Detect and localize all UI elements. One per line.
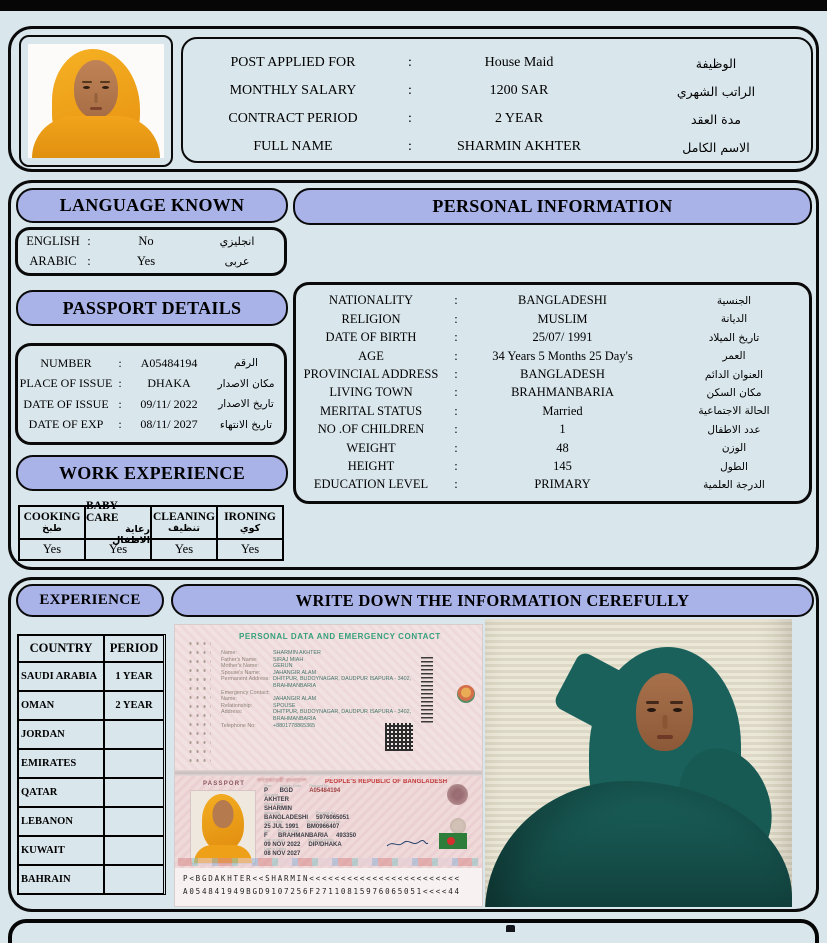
work-column-value: Yes	[19, 539, 85, 560]
scan-field-row: Spouse's Name: JAHANGIR ALAM	[221, 669, 317, 676]
english-header: PEOPLE'S REPUBLIC OF BANGLADESH	[325, 779, 448, 785]
personal-row: LIVING TOWN : BRAHMANBARIA مكان السكن	[296, 385, 809, 400]
field-value: House Maid	[484, 55, 554, 70]
personal-information-title: PERSONAL INFORMATION	[293, 188, 812, 225]
field-label: DATE OF EXP	[28, 417, 104, 432]
field-label-arabic: الحالة الاجتماعية	[698, 405, 770, 418]
scan-field-row: Telephone No: +8801778865365	[221, 722, 316, 729]
field-label: PROVINCIAL ADDRESS	[303, 367, 439, 382]
period-cell	[104, 778, 164, 807]
field-label: NATIONALITY	[328, 293, 413, 308]
field-label: MONTHLY SALARY	[229, 83, 357, 98]
details-section	[8, 180, 819, 570]
personal-row: MERITAL STATUS : Married الحالة الاجتماعية	[296, 404, 809, 419]
field-value: BANGLADESHI	[518, 293, 607, 308]
period-cell	[104, 807, 164, 836]
ghost-photo-watermark	[447, 784, 468, 805]
header-info-box	[181, 37, 813, 163]
field-value: Yes	[136, 253, 156, 268]
experience-title: EXPERIENCE	[16, 584, 164, 617]
personal-row: NATIONALITY : BANGLADESHI الجنسية	[296, 293, 809, 308]
field-label: DATE OF ISSUE	[23, 396, 109, 411]
personal-row: WEIGHT : 48 الوزن	[296, 441, 809, 456]
experience-row	[18, 749, 165, 778]
field-label-arabic: الدرجة العلمية	[703, 478, 765, 491]
language-row: ENGLISH : No انجليزي	[18, 234, 284, 249]
experience-row	[18, 662, 165, 691]
field-label-arabic: تاريخ الانتهاء	[219, 418, 273, 431]
field-value: No	[138, 234, 154, 249]
field-value: 09/11/ 2022	[140, 396, 198, 411]
field-label-arabic: العمر	[722, 350, 746, 363]
passport-details-box	[15, 343, 287, 445]
scan-field-row: Name: JAHANGIR ALAM	[221, 696, 317, 703]
field-value: Married	[542, 403, 583, 418]
field-value: 48	[556, 440, 569, 455]
personal-row: AGE : 34 Years 5 Months 25 Day's العمر	[296, 349, 809, 364]
field-label: AGE	[358, 348, 384, 363]
period-cell	[104, 720, 164, 749]
personal-row: RELIGION : MUSLIM الديانة	[296, 312, 809, 327]
field-label: CONTRACT PERIOD	[228, 111, 358, 126]
field-label-arabic: مكان السكن	[706, 386, 762, 399]
passport-bio-page	[175, 776, 482, 906]
field-label: DATE OF BIRTH	[325, 330, 417, 345]
passport-details-title: PASSPORT DETAILS	[16, 290, 288, 326]
passport-bio-fields: Type P Country Code BGD Passport No. A05484194 Surname AKHTER Given Name SHARMIN Nationality BANGLADESHI Personal No. 5976065051 Date of Birth 25 JUL 1991 Previous Passport No. BM0966407 Sex F Place of Birth BRAHMANBARIA 493350 Date of Issue 09 NOV 2022 Issuing Authority DIP/DHAKA Date of Expiry 08 NOV 2027	[264, 784, 357, 857]
next-section-edge	[8, 919, 819, 943]
field-value: BRAHMANBARIA	[511, 385, 614, 400]
field-value: PRIMARY	[534, 477, 591, 492]
field-value: BANGLADESH	[520, 367, 605, 382]
work-column-header: COOKING طبخ	[19, 506, 85, 539]
applicant-photo	[28, 44, 164, 158]
field-value: 1200 SAR	[489, 83, 549, 98]
mrz-zone	[175, 868, 482, 906]
top-border-bar	[0, 0, 827, 11]
applicant-photo-large	[485, 619, 792, 907]
field-label-arabic: الرقم	[234, 357, 258, 370]
passport-data-emergency-page	[175, 625, 482, 770]
face-shape	[636, 673, 693, 751]
field-value: DHAKA	[147, 376, 191, 391]
period-cell	[104, 865, 164, 894]
header-row: FULL NAME : SHARMIN AKHTER الاسم الكامل	[183, 133, 811, 161]
experience-table-header	[18, 635, 165, 662]
experience-row	[18, 691, 165, 720]
field-value: SHARMIN AKHTER	[456, 139, 582, 154]
country-cell: BAHRAIN	[18, 865, 104, 894]
mrz-line-2: A054841949BGD9107256F27110815976065051<<<<44	[183, 887, 461, 896]
work-column-header: IRONING كوي	[217, 506, 283, 539]
mrz-line-1: P<BGDAKHTER<<SHARMIN<<<<<<<<<<<<<<<<<<<<<<<<	[183, 874, 461, 883]
field-value: 1	[559, 422, 566, 437]
field-label-arabic: تاريخ الاصدار	[218, 398, 274, 411]
field-value: A05484194	[140, 355, 198, 370]
field-label-arabic: الوزن	[721, 442, 747, 455]
scan-field-row: Permanent Address: DHITPUR, BUDOYNAGAR, DAUDPUR ISAPURA - 3402, BRAHMANBARIA	[221, 676, 412, 689]
country-cell: OMAN	[18, 691, 104, 720]
face-shape	[74, 60, 118, 118]
scan-page-title: PERSONAL DATA AND EMERGENCY CONTACT	[239, 632, 441, 641]
field-value: 2 YEAR	[494, 111, 544, 126]
passport-row: DATE OF ISSUE : 09/11/ 2022 تاريخ الاصدار	[18, 397, 284, 412]
braille-dots	[187, 639, 211, 763]
field-label-arabic: مدة العقد	[691, 111, 741, 127]
passport-photo	[191, 791, 255, 863]
header-row: CONTRACT PERIOD : 2 YEAR مدة العقد	[183, 105, 811, 133]
experience-row	[18, 836, 165, 865]
language-row: ARABIC : Yes عربى	[18, 254, 284, 269]
field-label: PLACE OF ISSUE	[19, 376, 113, 391]
field-label-arabic: عدد الاطفال	[707, 423, 761, 436]
field-label-arabic: مكان الاصدار	[217, 377, 275, 390]
work-column-value: Yes	[217, 539, 283, 560]
passport-row: PLACE OF ISSUE : DHAKA مكان الاصدار	[18, 376, 284, 391]
scan-field-row: Mother's Name: GERUN	[221, 663, 293, 670]
personal-row: DATE OF BIRTH : 25/07/ 1991 تاريخ الميلاد	[296, 330, 809, 345]
field-label: LIVING TOWN	[329, 385, 413, 400]
field-label-arabic: عربى	[224, 254, 250, 268]
column-country: COUNTRY	[18, 635, 104, 662]
field-label-arabic: تاريخ الميلاد	[708, 331, 760, 344]
passport-row: DATE OF EXP : 08/11/ 2027 تاريخ الانتهاء	[18, 417, 284, 432]
barcode	[421, 657, 433, 725]
personal-row: NO .OF CHILDREN : 1 عدد الاطفال	[296, 422, 809, 437]
field-value: MUSLIM	[537, 311, 588, 326]
personal-row: PROVINCIAL ADDRESS : BANGLADESH العنوان الدائم	[296, 367, 809, 382]
experience-row	[18, 720, 165, 749]
field-label: ARABIC	[29, 253, 77, 268]
field-label: WEIGHT	[346, 440, 396, 455]
field-label: RELIGION	[341, 311, 401, 326]
passport-word: PASSPORT	[203, 781, 246, 787]
personal-information-box	[293, 282, 812, 504]
field-label-arabic: الطول	[720, 460, 748, 473]
language-known-title: LANGUAGE KNOWN	[16, 188, 288, 223]
experience-section	[8, 577, 819, 912]
field-label-arabic: الجنسية	[716, 294, 752, 307]
experience-row	[18, 865, 165, 894]
field-label-arabic: الديانة	[720, 313, 748, 326]
field-value: 25/07/ 1991	[532, 330, 593, 345]
header-row: MONTHLY SALARY : 1200 SAR الراتب الشهري	[183, 77, 811, 105]
hologram-strip	[178, 858, 479, 866]
field-label: FULL NAME	[253, 139, 333, 154]
bangladesh-flag-icon	[439, 833, 467, 849]
field-label: NUMBER	[40, 355, 92, 370]
period-cell: 1 YEAR	[104, 662, 164, 691]
field-label: MERITAL STATUS	[319, 403, 423, 418]
scan-field-row: Relationship: SPOUSE	[221, 702, 296, 709]
work-column-value: Yes	[85, 539, 151, 560]
field-label-arabic: العنوان الدائم	[704, 368, 764, 381]
field-label: NO .OF CHILDREN	[317, 422, 425, 437]
passport-scan-image	[175, 625, 482, 906]
period-cell	[104, 749, 164, 778]
header-section	[8, 26, 819, 172]
column-period: PERIOD	[104, 635, 164, 662]
personal-row: HEIGHT : 145 الطول	[296, 459, 809, 474]
passport-row: NUMBER : A05484194 الرقم	[18, 356, 284, 371]
field-label-arabic: الاسم الكامل	[682, 139, 750, 155]
scan-field-row: Father's Name: SIRAJ MIAH	[221, 656, 304, 663]
shoulders-shape	[32, 116, 160, 158]
work-column-header: BABY CARE رعاية الاطفال	[86, 499, 150, 546]
field-value: 08/11/ 2027	[140, 417, 198, 432]
experience-row	[18, 807, 165, 836]
field-label-arabic: انجليزي	[219, 235, 255, 249]
holder-signature	[385, 838, 429, 850]
country-cell: SAUDI ARABIA	[18, 662, 104, 691]
personal-row: EDUCATION LEVEL : PRIMARY الدرجة العلمية	[296, 477, 809, 492]
period-cell	[104, 836, 164, 865]
field-label-arabic: الوظيفة	[695, 55, 737, 71]
field-label: HEIGHT	[347, 459, 395, 474]
scan-field-row: Emergency Contact:	[221, 689, 270, 696]
country-cell: JORDAN	[18, 720, 104, 749]
field-value: 34 Years 5 Months 25 Day's	[492, 348, 633, 363]
period-cell: 2 YEAR	[104, 691, 164, 720]
field-label: ENGLISH	[26, 234, 80, 249]
scan-field-row: Address: DHITPUR, BUDOYNAGAR, DAUDPUR ISAPURA - 3402, BRAHMANBARIA	[221, 709, 412, 722]
country-cell: KUWAIT	[18, 836, 104, 865]
field-label: EDUCATION LEVEL	[313, 477, 429, 492]
applicant-photo-box	[19, 35, 173, 167]
round-stamp	[450, 818, 466, 834]
header-row: POST APPLIED FOR : House Maid الوظيفة	[183, 49, 811, 77]
field-value: 145	[553, 459, 572, 474]
scan-field-row: Name: SHARMIN AKHTER	[221, 650, 321, 656]
language-box	[15, 227, 287, 276]
experience-row	[18, 778, 165, 807]
seal-icon	[457, 685, 475, 703]
bengali-header: গণপ্রজাতন্ত্রী বাংলাদেশ	[257, 778, 307, 784]
field-label: POST APPLIED FOR	[230, 55, 356, 70]
country-cell: QATAR	[18, 778, 104, 807]
cutoff-text-top	[506, 925, 515, 932]
work-experience-title: WORK EXPERIENCE	[16, 455, 288, 491]
experience-table	[17, 634, 166, 895]
work-column-value: Yes	[151, 539, 217, 560]
qr-code	[385, 723, 413, 751]
field-label-arabic: الراتب الشهري	[676, 83, 756, 99]
work-column-header: CLEANING تنظيف	[151, 506, 217, 539]
country-cell: EMIRATES	[18, 749, 104, 778]
write-down-banner: WRITE DOWN THE INFORMATION CEREFULLY	[171, 584, 814, 617]
country-cell: LEBANON	[18, 807, 104, 836]
work-experience-table	[18, 499, 284, 561]
